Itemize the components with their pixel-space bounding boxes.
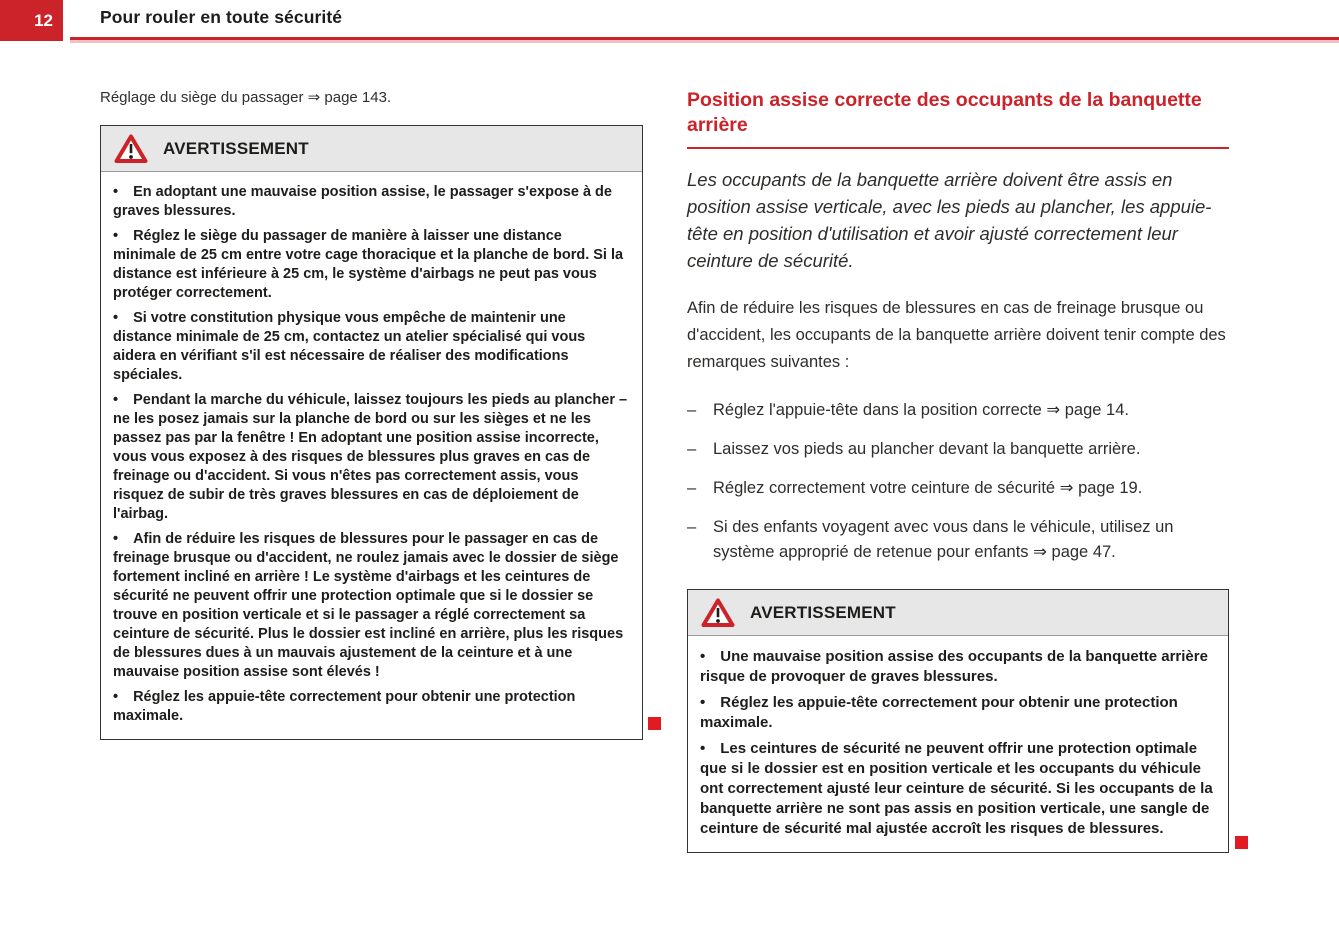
warning-bullet: • Les ceintures de sécurité ne peuvent offrir une protection optimale que si le dossier est en position verticale et les occupants du véhicule ont correctement ajusté leur ceinture de sécurité. Si les occupants de la banquette arrière ne sont pas assis en position verticale, une sangle de ceinture de sécurité mal ajustée accroît les risques de blessures. bbox=[700, 740, 1213, 837]
bullet-glyph: • bbox=[113, 531, 119, 547]
section-title: Position assise correcte des occupants de la banquette arrière bbox=[687, 88, 1229, 149]
bullet-glyph: • bbox=[700, 648, 706, 665]
content-columns bbox=[100, 88, 1339, 853]
page-number: 12 bbox=[34, 10, 53, 30]
bullet-glyph: • bbox=[113, 228, 119, 244]
warning-body bbox=[688, 636, 1228, 852]
right-column bbox=[687, 88, 1229, 853]
cross-reference-text: Réglage du siège du passager ⇒ page 143. bbox=[100, 89, 392, 106]
warning-box-rear-bench bbox=[687, 589, 1229, 853]
lead-paragraph: Les occupants de la banquette arrière doivent être assis en position assise verticale, avec les pieds au plancher, les appuie-tête en position d'utilisation et avoir ajusté correctement leur ceinture de sécurité. bbox=[687, 169, 1212, 271]
list-item: – Réglez l'appuie-tête dans la position correcte ⇒ page 14. bbox=[687, 398, 1229, 423]
warning-title: AVERTISSEMENT bbox=[750, 602, 896, 622]
warning-triangle-icon bbox=[701, 598, 735, 628]
section-end-marker bbox=[648, 717, 661, 730]
bullet-glyph: • bbox=[700, 694, 706, 711]
warning-box-passenger-wrap bbox=[100, 125, 643, 740]
dash-glyph: – bbox=[687, 479, 697, 497]
warning-bullet: • Réglez le siège du passager de manière à laisser une distance minimale de 25 cm entre votre cage thoracique et la planche de bord. Si la distance est inférieure à 25 cm, le système d'airbags ne peut pas vous protéger correctement. bbox=[113, 228, 624, 301]
bullet-glyph: • bbox=[113, 392, 119, 408]
dash-glyph: – bbox=[687, 440, 697, 458]
header-rule bbox=[70, 37, 1339, 40]
warning-bullet: • Afin de réduire les risques de blessures pour le passager en cas de freinage brusque ou d'accident, ne roulez jamais avec le dossier de siège fortement incliné en arrière ! Le système d'airbags et les ceintures de sécurité ne peuvent offrir une protection optimale que si le dossier se trouve en position verticale et si le passager a réglé correctement sa ceinture de sécurité. Plus le dossier est incliné en arrière, plus les risques de blessures dues à un mauvais ajustement de la ceinture et à une mauvaise position assise sont élevés ! bbox=[113, 531, 624, 680]
left-column bbox=[100, 88, 643, 853]
list-item: – Réglez correctement votre ceinture de sécurité ⇒ page 19. bbox=[687, 476, 1229, 501]
warning-title: AVERTISSEMENT bbox=[163, 138, 309, 158]
instruction-list bbox=[687, 398, 1229, 565]
bullet-glyph: • bbox=[700, 740, 706, 757]
warning-bullet: • Pendant la marche du véhicule, laissez toujours les pieds au plancher – ne les posez jamais sur la planche de bord ou sur les sièges et ne les passez pas par la fenêtre ! En adoptant une position assise incorrecte, vous vous exposez à des risques de blessures plus graves en cas de freinage ou d'accident. Si vous n'êtes pas correctement assis, vous risquez de subir de très graves blessures en cas de déploiement de l'airbag. bbox=[113, 392, 628, 522]
list-item: – Laissez vos pieds au plancher devant la banquette arrière. bbox=[687, 437, 1229, 462]
bullet-glyph: • bbox=[113, 689, 119, 705]
bullet-glyph: • bbox=[113, 184, 119, 200]
dash-glyph: – bbox=[687, 401, 697, 419]
warning-bullet: • Réglez les appuie-tête correctement pour obtenir une protection maximale. bbox=[113, 689, 576, 724]
warning-bullet: • Une mauvaise position assise des occupants de la banquette arrière risque de provoquer de graves blessures. bbox=[700, 648, 1208, 685]
warning-body bbox=[101, 172, 642, 739]
list-item: – Si des enfants voyagent avec vous dans le véhicule, utilisez un système approprié de retenue pour enfants ⇒ page 47. bbox=[687, 515, 1229, 565]
warning-header bbox=[101, 126, 642, 172]
warning-bullet: • Réglez les appuie-tête correctement pour obtenir une protection maximale. bbox=[700, 694, 1178, 731]
warning-box-rear-bench-wrap bbox=[687, 589, 1229, 853]
warning-box-passenger bbox=[100, 125, 643, 740]
bullet-glyph: • bbox=[113, 310, 119, 326]
warning-bullet: • Si votre constitution physique vous empêche de maintenir une distance minimale de 25 cm, contactez un atelier spécialisé qui vous aidera en vérifiant s'il est nécessaire de réaliser des modifications spéciales. bbox=[113, 310, 586, 383]
body-paragraph: Afin de réduire les risques de blessures en cas de freinage brusque ou d'accident, les occupants de la banquette arrière doivent tenir compte des remarques suivantes : bbox=[687, 299, 1226, 371]
warning-header bbox=[688, 590, 1228, 636]
page-number-box bbox=[0, 0, 63, 41]
section-end-marker bbox=[1235, 836, 1248, 849]
chapter-title: Pour rouler en toute sécurité bbox=[100, 7, 343, 27]
page-header bbox=[0, 0, 1339, 41]
warning-bullet: • En adoptant une mauvaise position assise, le passager s'expose à de graves blessures. bbox=[113, 184, 612, 219]
warning-triangle-icon bbox=[114, 134, 148, 164]
dash-glyph: – bbox=[687, 518, 697, 536]
